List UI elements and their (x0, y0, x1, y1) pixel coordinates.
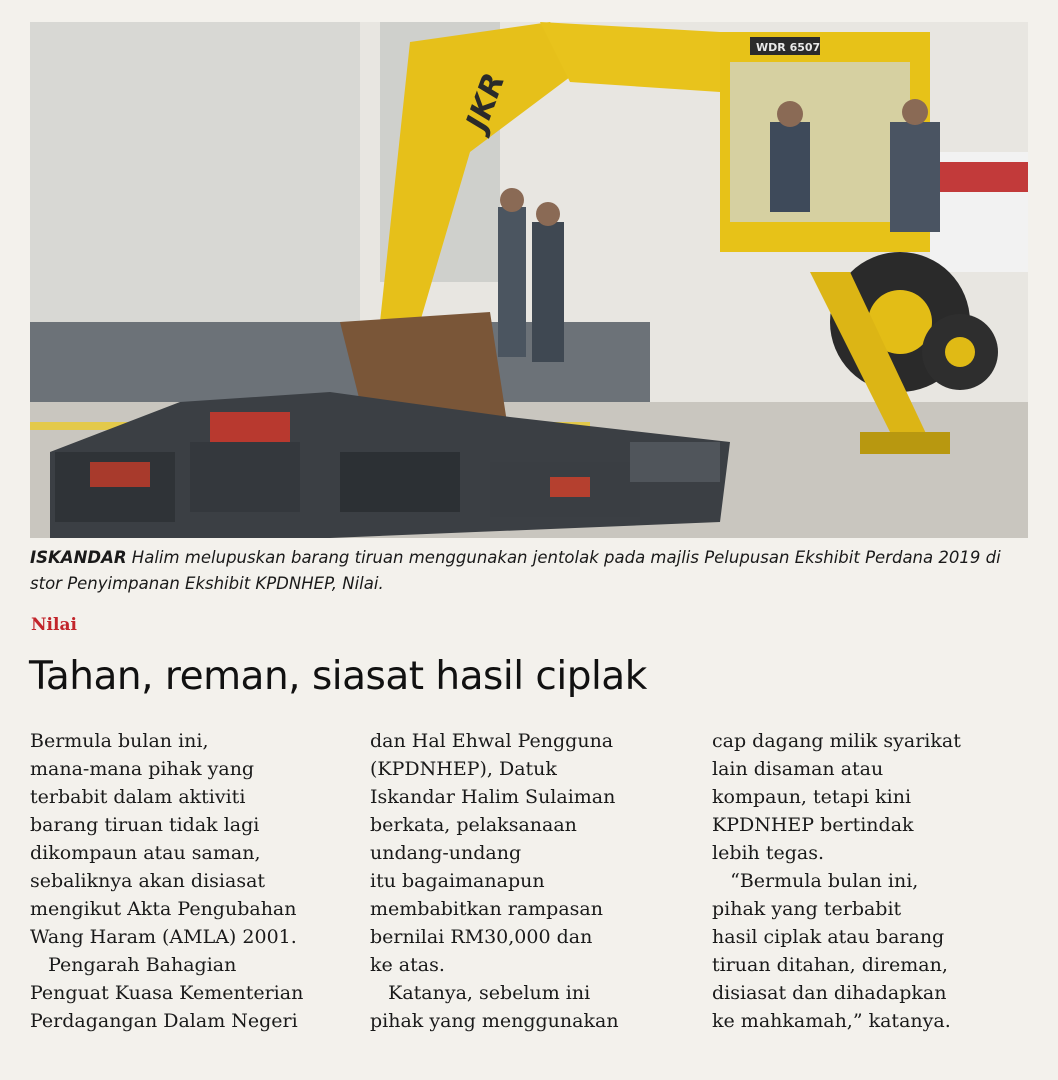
news-photo (30, 22, 1028, 538)
section-kicker: Nilai (31, 615, 77, 635)
caption-text: Halim melupuskan barang tiruan menggunakan jentolak pada majlis Pelupusan Ekshibit Perdana 2019 di stor Penyimpanan Ekshibit KPDNHEP, Nilai. (30, 548, 1001, 593)
body-column-3: cap dagang milik syarikat lain disaman atau kompaun, tetapi kini KPDNHEP bertindak lebih tegas. “Bermula bulan ini, pihak yang terbabit hasil ciplak atau barang tiruan ditahan, direman, disiasat dan dihadapkan ke mahkamah,” katanya. (712, 730, 961, 1032)
jkr-lettering: JKR (459, 68, 513, 135)
backhoe-photo-illustration (30, 22, 1028, 538)
photo-caption (30, 545, 1030, 597)
caption-lead: ISKANDAR (30, 548, 127, 567)
body-column-2: dan Hal Ehwal Pengguna (KPDNHEP), Datuk Iskandar Halim Sulaiman berkata, pelaksanaan undang-undang itu bagaimanapun membabitkan rampasan bernilai RM30,000 dan ke atas. Katanya, sebelum ini pihak yang menggunakan (370, 730, 619, 1032)
headline: Tahan, reman, siasat hasil ciplak (29, 654, 647, 699)
body-column-1: Bermula bulan ini, mana-mana pihak yang terbabit dalam aktiviti barang tiruan tidak lagi dikompaun atau saman, sebaliknya akan disiasat mengikut Akta Pengubahan Wang Haram (AMLA) 2001. Pengarah Bahagian Penguat Kuasa Kementerian Perdagangan Dalam Negeri (30, 730, 304, 1032)
plate-text: WDR 6507 (756, 41, 821, 54)
